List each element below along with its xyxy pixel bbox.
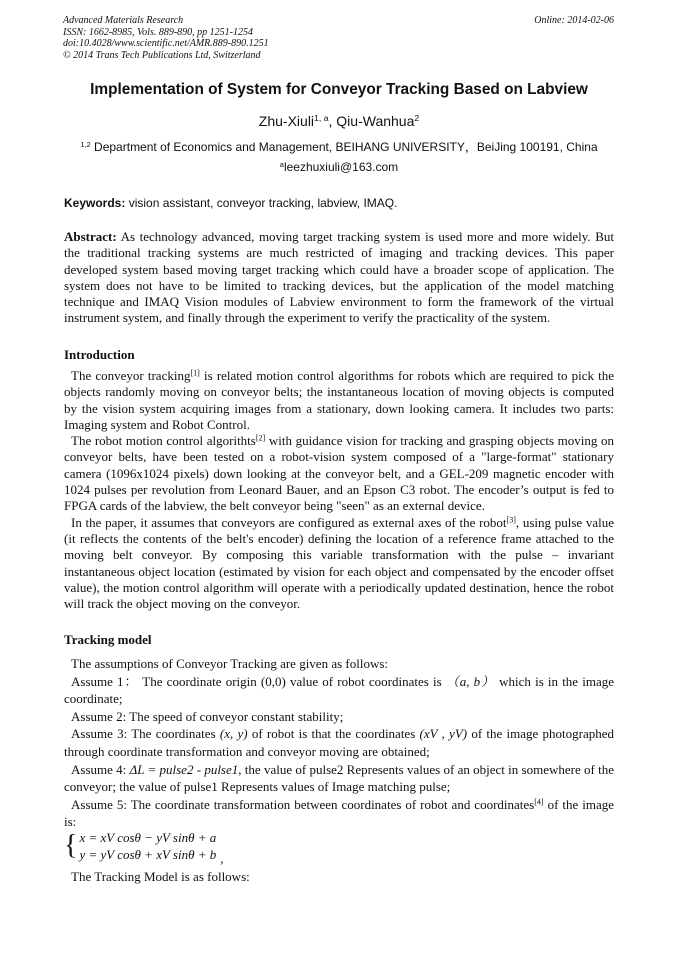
affiliation bbox=[40, 138, 638, 155]
journal-name: Advanced Materials Research bbox=[63, 15, 184, 26]
equation-brace: { bbox=[64, 829, 78, 861]
assume-5 bbox=[64, 796, 614, 831]
intro-paragraph-2 bbox=[64, 433, 614, 514]
affiliation-text: Department of Economics and Management, BEIHANG UNIVERSITY，BeiJing 100191, China bbox=[94, 140, 598, 154]
author-separator: , bbox=[328, 113, 337, 129]
intro-paragraph-1 bbox=[64, 368, 614, 433]
assume-1 bbox=[64, 673, 614, 708]
assume-3-text-b: of robot is that the coordinates bbox=[251, 726, 416, 742]
assume-1-text-a: Assume 1： The coordinate origin (0,0) value of robot coordinates is bbox=[71, 673, 442, 689]
introduction-heading: Introduction bbox=[64, 347, 135, 362]
robot-coords-math: (x, y) bbox=[219, 726, 248, 742]
origin-math: （a, b） bbox=[445, 673, 495, 689]
citation-2[interactable]: [2] bbox=[255, 433, 266, 443]
assume-1-text-b: which is in the image coordinate; bbox=[64, 673, 615, 707]
email-address[interactable]: leezhuxiuli@163.com bbox=[283, 160, 399, 174]
delta-l-math: ΔL = pulse2 - pulse1 bbox=[129, 761, 239, 777]
intro-p2-text-b: with guidance vision for tracking and grasping objects moving on conveyor belts, have been tested on a robot-vision system composed of a "large-format" stationary camera (1096x1024 pixels) down looking at the conveyor belt, and a GEL-209 magnetic encoder with 1024 pulses per revolution from Leonard Bauer, and an Epson C3 robot. The encoder’s output is fed to FPGA cards of the labview, the belt conveyor being "seen" as an external device. bbox=[64, 433, 614, 514]
abstract-label: Abstract: bbox=[64, 229, 117, 244]
intro-p1-text-b: is related motion control algorithms for robots which are required to pick the objects randomly moving on conveyor belts; the instantaneous location of moving objects is computed by the vision system acquiring images from a stationary, down looking camera. It includes two parts: Imaging system and Robot Control. bbox=[64, 368, 614, 432]
image-coords-math: (xV , yV) bbox=[419, 726, 468, 742]
abstract-text: As technology advanced, moving target tracking system is used more and more widely. But the traditional tracking systems are much restricted of imaging and tracking devices. This paper developed system based moving target tracking which could have a broader scope of application. The system does not have to be limited to tracking devices, but the application of the model matching technique and IMAQ Vision modules of Labview environment to form the framework of the virtual instrument system, and finally through the experiment to verify the practicality of the system. bbox=[64, 229, 614, 326]
abstract bbox=[64, 229, 614, 327]
assume-4 bbox=[64, 761, 614, 796]
online-date: Online: 2014-02-06 bbox=[534, 15, 614, 26]
author-email bbox=[40, 160, 638, 174]
issn-line: ISSN: 1662-8985, Vols. 889-890, pp 1251-1254 bbox=[63, 26, 253, 38]
keywords-label: Keywords: bbox=[64, 196, 126, 210]
assume-5-text-b: of the image is: bbox=[64, 796, 614, 830]
paper-title: Implementation of System for Conveyor Tracking Based on Labview bbox=[90, 81, 588, 98]
equation-2: y = yV cosθ + xV sinθ + b bbox=[79, 846, 217, 862]
assume-2: Assume 2: The speed of conveyor constant stability; bbox=[71, 708, 344, 724]
assume-5-text-a: Assume 5: The coordinate transformation between coordinates of robot and coordinates bbox=[71, 796, 535, 812]
assume-3-text-c: of the image photographed through coordinate transformation and conveyor moving are obtained; bbox=[64, 726, 615, 759]
journal-header bbox=[63, 15, 483, 61]
citation-3[interactable]: [3] bbox=[506, 515, 516, 525]
intro-p3-text-a: In the paper, it assumes that conveyors are configured as external axes of the robot bbox=[71, 514, 507, 530]
keywords-text: vision assistant, conveyor tracking, labview, IMAQ. bbox=[128, 196, 398, 210]
author-line bbox=[40, 113, 638, 129]
assume-4-text-a: Assume 4: bbox=[71, 761, 127, 777]
intro-p3-text-b: , using pulse value (it reflects the contents of the belt's encoder) defining the location of a reference frame attached to the moving belt conveyor. By composing this variable transformation with the pulse – invariant instantaneous object location (estimated by vision for each object and compensated by the encoder offset value), the motion control algorithm will operate with a periodically updated destination, hence the robot will track the object moving on the conveyor. bbox=[64, 514, 614, 612]
introduction-body bbox=[64, 368, 614, 612]
keywords bbox=[64, 196, 624, 210]
author-1-sup: 1, a bbox=[314, 113, 329, 124]
intro-paragraph-3 bbox=[64, 515, 614, 613]
equation-1: x = xV cosθ − yV sinθ + a bbox=[79, 829, 217, 845]
copyright-line: © 2014 Trans Tech Publications Ltd, Switzerland bbox=[63, 49, 261, 61]
tracking-model-heading: Tracking model bbox=[64, 632, 152, 647]
assume-4-text-b: , the value of pulse2 Represents values of an object in somewhere of the conveyor; the value of pulse1 Represents values of Image matching pulse; bbox=[64, 761, 615, 795]
citation-1[interactable]: [1] bbox=[190, 368, 200, 378]
assume-3-text-a: Assume 3: The coordinates bbox=[71, 726, 216, 742]
citation-4[interactable]: [4] bbox=[534, 797, 544, 807]
tracking-model-intro: The Tracking Model is as follows: bbox=[71, 868, 250, 884]
author-1: Zhu-Xiuli bbox=[258, 113, 315, 129]
equation-comma: , bbox=[220, 850, 224, 866]
intro-p2-text-a: The robot motion control algorithts bbox=[71, 433, 256, 449]
author-2-sup: 2 bbox=[414, 113, 420, 124]
author-2: Qiu-Wanhua bbox=[336, 113, 415, 129]
email-sup: a bbox=[279, 159, 284, 169]
assumptions-intro: The assumptions of Conveyor Tracking are given as follows: bbox=[71, 656, 389, 671]
transform-equations bbox=[64, 829, 614, 868]
tracking-model-body bbox=[64, 655, 614, 885]
intro-p1-text-a: The conveyor tracking bbox=[71, 368, 191, 383]
assume-3 bbox=[64, 725, 614, 760]
doi-line[interactable]: doi:10.4028/www.scientific.net/AMR.889-890.1251 bbox=[63, 38, 269, 50]
affiliation-sup: 1,2 bbox=[80, 139, 91, 149]
